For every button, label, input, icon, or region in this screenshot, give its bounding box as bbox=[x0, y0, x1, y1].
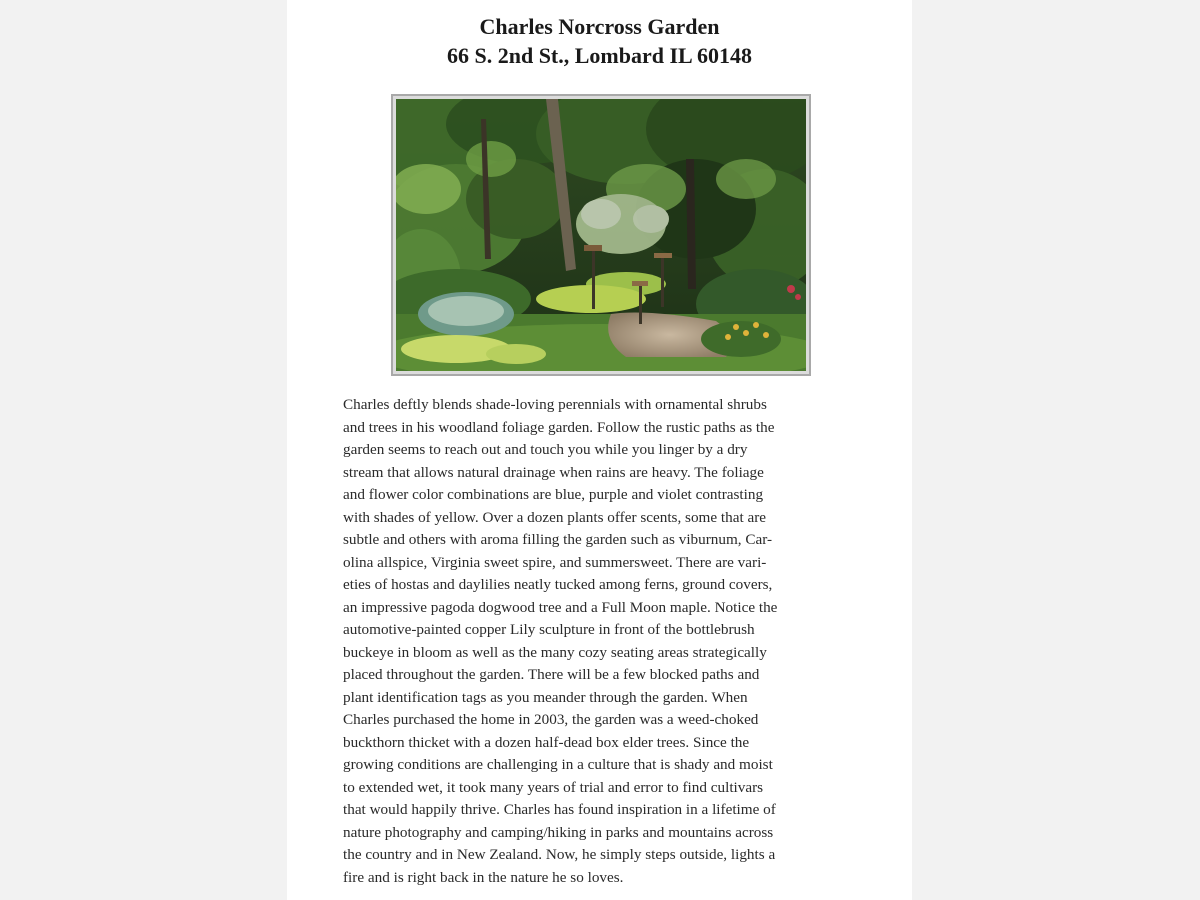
description-line: eties of hostas and daylilies neatly tucked among ferns, ground covers, bbox=[343, 576, 773, 593]
garden-photo bbox=[391, 94, 811, 376]
description-line: Charles purchased the home in 2003, the garden was a weed-choked bbox=[343, 711, 759, 728]
document-address: 66 S. 2nd St., Lombard IL 60148 bbox=[446, 43, 753, 68]
description-line: subtle and others with aroma filling the garden such as viburnum, Car- bbox=[343, 531, 773, 548]
description-line: automotive-painted copper Lily sculpture in front of the bottlebrush bbox=[343, 621, 755, 638]
description-line: placed throughout the garden. There will be a few blocked paths and bbox=[343, 666, 760, 683]
description-line: an impressive pagoda dogwood tree and a Full Moon maple. Notice the bbox=[343, 598, 778, 616]
garden-photo-image bbox=[396, 99, 806, 371]
document-page bbox=[287, 0, 912, 900]
description-line: olina allspice, Virginia sweet spire, and summersweet. There are vari- bbox=[343, 553, 767, 571]
document-title: Charles Norcross Garden bbox=[479, 14, 720, 39]
description-line: buckeye in bloom as well as the many cozy seating areas strategically bbox=[343, 643, 767, 661]
description-line: growing conditions are challenging in a culture that is shady and moist bbox=[343, 756, 773, 773]
description-line: buckthorn thicket with a dozen half-dead box elder trees. Since the bbox=[343, 733, 750, 751]
description-line: and flower color combinations are blue, purple and violet contrasting bbox=[343, 486, 764, 503]
description-line: the country and in New Zealand. Now, he simply steps outside, lights a bbox=[343, 846, 776, 863]
description-line: stream that allows natural drainage when rains are heavy. The foliage bbox=[343, 463, 764, 481]
description-line: with shades of yellow. Over a dozen plants offer scents, some that are bbox=[343, 508, 767, 526]
description-line: fire and is right back in the nature he so loves. bbox=[343, 868, 624, 886]
description-line: Charles deftly blends shade-loving perennials with ornamental shrubs bbox=[343, 396, 767, 413]
description-line: nature photography and camping/hiking in parks and mountains across bbox=[343, 823, 774, 841]
description-line: that would happily thrive. Charles has found inspiration in a lifetime of bbox=[343, 801, 776, 818]
description-line: garden seems to reach out and touch you while you linger by a dry bbox=[343, 441, 748, 458]
description-line: and trees in his woodland foliage garden. Follow the rustic paths as the bbox=[343, 418, 775, 436]
garden-description bbox=[343, 394, 863, 889]
description-line: to extended wet, it took many years of trial and error to find cultivars bbox=[343, 778, 764, 796]
description-line: plant identification tags as you meander through the garden. When bbox=[343, 688, 748, 706]
